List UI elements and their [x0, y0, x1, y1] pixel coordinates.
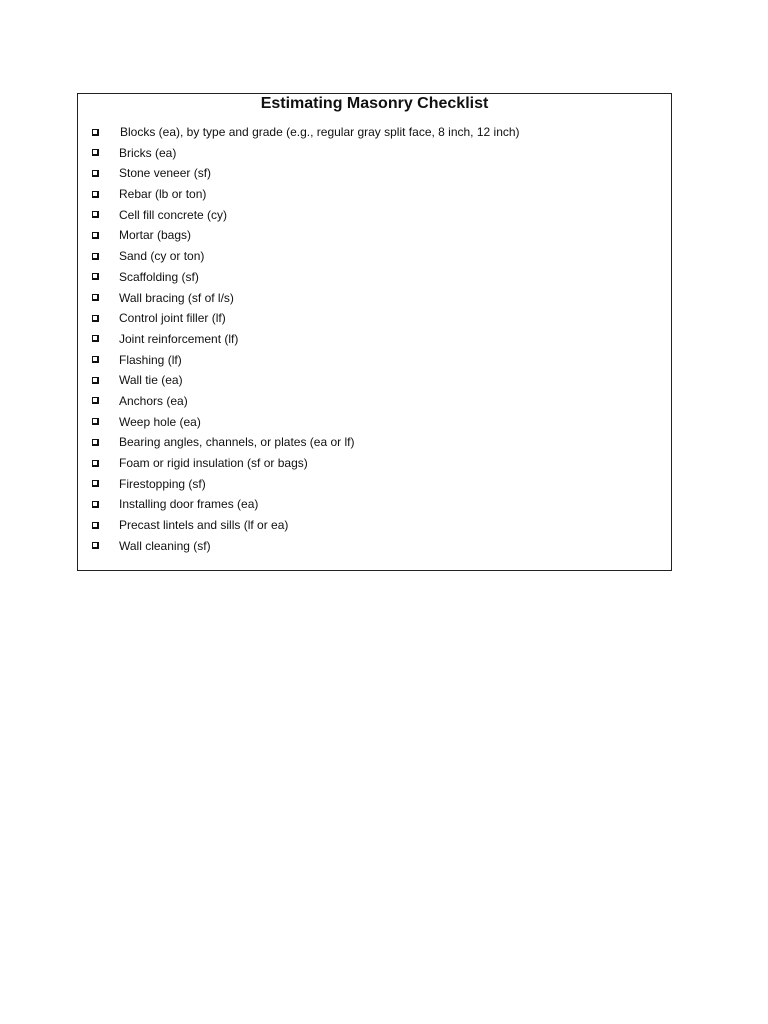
checkbox-icon[interactable]	[92, 377, 99, 384]
checklist-item[interactable]	[78, 122, 671, 143]
item-label: Stone veneer (sf)	[119, 166, 212, 181]
checklist	[78, 122, 671, 556]
item-label: Wall tie (ea)	[119, 373, 183, 388]
item-label: Sand (cy or ton)	[119, 249, 205, 264]
checklist-item[interactable]	[78, 370, 671, 391]
checklist-item[interactable]	[78, 143, 671, 164]
checkbox-icon[interactable]	[92, 149, 99, 156]
item-label: Control joint filler (lf)	[119, 311, 226, 326]
checkbox-icon[interactable]	[92, 232, 99, 239]
checkbox-icon[interactable]	[92, 253, 99, 260]
item-label: Cell fill concrete (cy)	[119, 207, 228, 222]
item-label: Blocks (ea), by type and grade (e.g., regular gray split face, 8 inch, 12 inch)	[120, 125, 520, 139]
checkbox-icon[interactable]	[92, 460, 99, 467]
checklist-item[interactable]	[78, 474, 671, 495]
checklist-item[interactable]	[78, 412, 671, 433]
checklist-item[interactable]	[78, 225, 671, 246]
item-label: Foam or rigid insulation (sf or bags)	[119, 456, 308, 470]
checkbox-icon[interactable]	[92, 211, 99, 218]
item-label: Joint reinforcement (lf)	[119, 331, 239, 346]
checklist-item[interactable]	[78, 536, 671, 557]
checklist-item[interactable]	[78, 494, 671, 515]
item-label: Mortar (bags)	[119, 228, 192, 243]
item-label: Wall bracing (sf of l/s)	[119, 290, 234, 305]
item-label: Precast lintels and sills (lf or ea)	[119, 518, 289, 533]
item-label: Wall cleaning (sf)	[119, 538, 211, 553]
checkbox-icon[interactable]	[92, 542, 99, 549]
checklist-item[interactable]	[78, 184, 671, 205]
item-label: Flashing (lf)	[119, 352, 182, 367]
checklist-item[interactable]	[78, 453, 671, 474]
checkbox-icon[interactable]	[92, 356, 99, 363]
checkbox-icon[interactable]	[92, 480, 99, 487]
item-label: Weep hole (ea)	[119, 414, 201, 429]
item-label: Firestopping (sf)	[119, 476, 206, 491]
checklist-item[interactable]	[78, 432, 671, 453]
item-label: Bearing angles, channels, or plates (ea or lf)	[119, 435, 355, 450]
item-label: Anchors (ea)	[119, 393, 188, 408]
checkbox-icon[interactable]	[92, 170, 99, 177]
checkbox-icon[interactable]	[92, 522, 99, 529]
checklist-title: Estimating Masonry Checklist	[260, 95, 489, 112]
checkbox-icon[interactable]	[92, 439, 99, 446]
checklist-box	[77, 93, 672, 571]
checkbox-icon[interactable]	[92, 191, 99, 198]
checklist-item[interactable]	[78, 515, 671, 536]
item-label: Scaffolding (sf)	[119, 269, 199, 284]
checklist-item[interactable]	[78, 246, 671, 267]
item-label: Installing door frames (ea)	[119, 497, 259, 512]
checklist-item[interactable]	[78, 329, 671, 350]
checkbox-icon[interactable]	[92, 335, 99, 342]
checklist-item[interactable]	[78, 288, 671, 309]
checkbox-icon[interactable]	[92, 501, 99, 508]
checklist-item[interactable]	[78, 163, 671, 184]
item-label: Bricks (ea)	[119, 145, 177, 160]
checkbox-icon[interactable]	[92, 273, 99, 280]
checkbox-icon[interactable]	[92, 294, 99, 301]
checklist-item[interactable]	[78, 308, 671, 329]
item-label: Rebar (lb or ton)	[119, 187, 207, 202]
checklist-item[interactable]	[78, 205, 671, 226]
checkbox-icon[interactable]	[92, 315, 99, 322]
checkbox-icon[interactable]	[92, 418, 99, 425]
checkbox-icon[interactable]	[92, 397, 99, 404]
checklist-item[interactable]	[78, 391, 671, 412]
checklist-item[interactable]	[78, 267, 671, 288]
checklist-item[interactable]	[78, 350, 671, 371]
checkbox-icon[interactable]	[92, 129, 99, 136]
